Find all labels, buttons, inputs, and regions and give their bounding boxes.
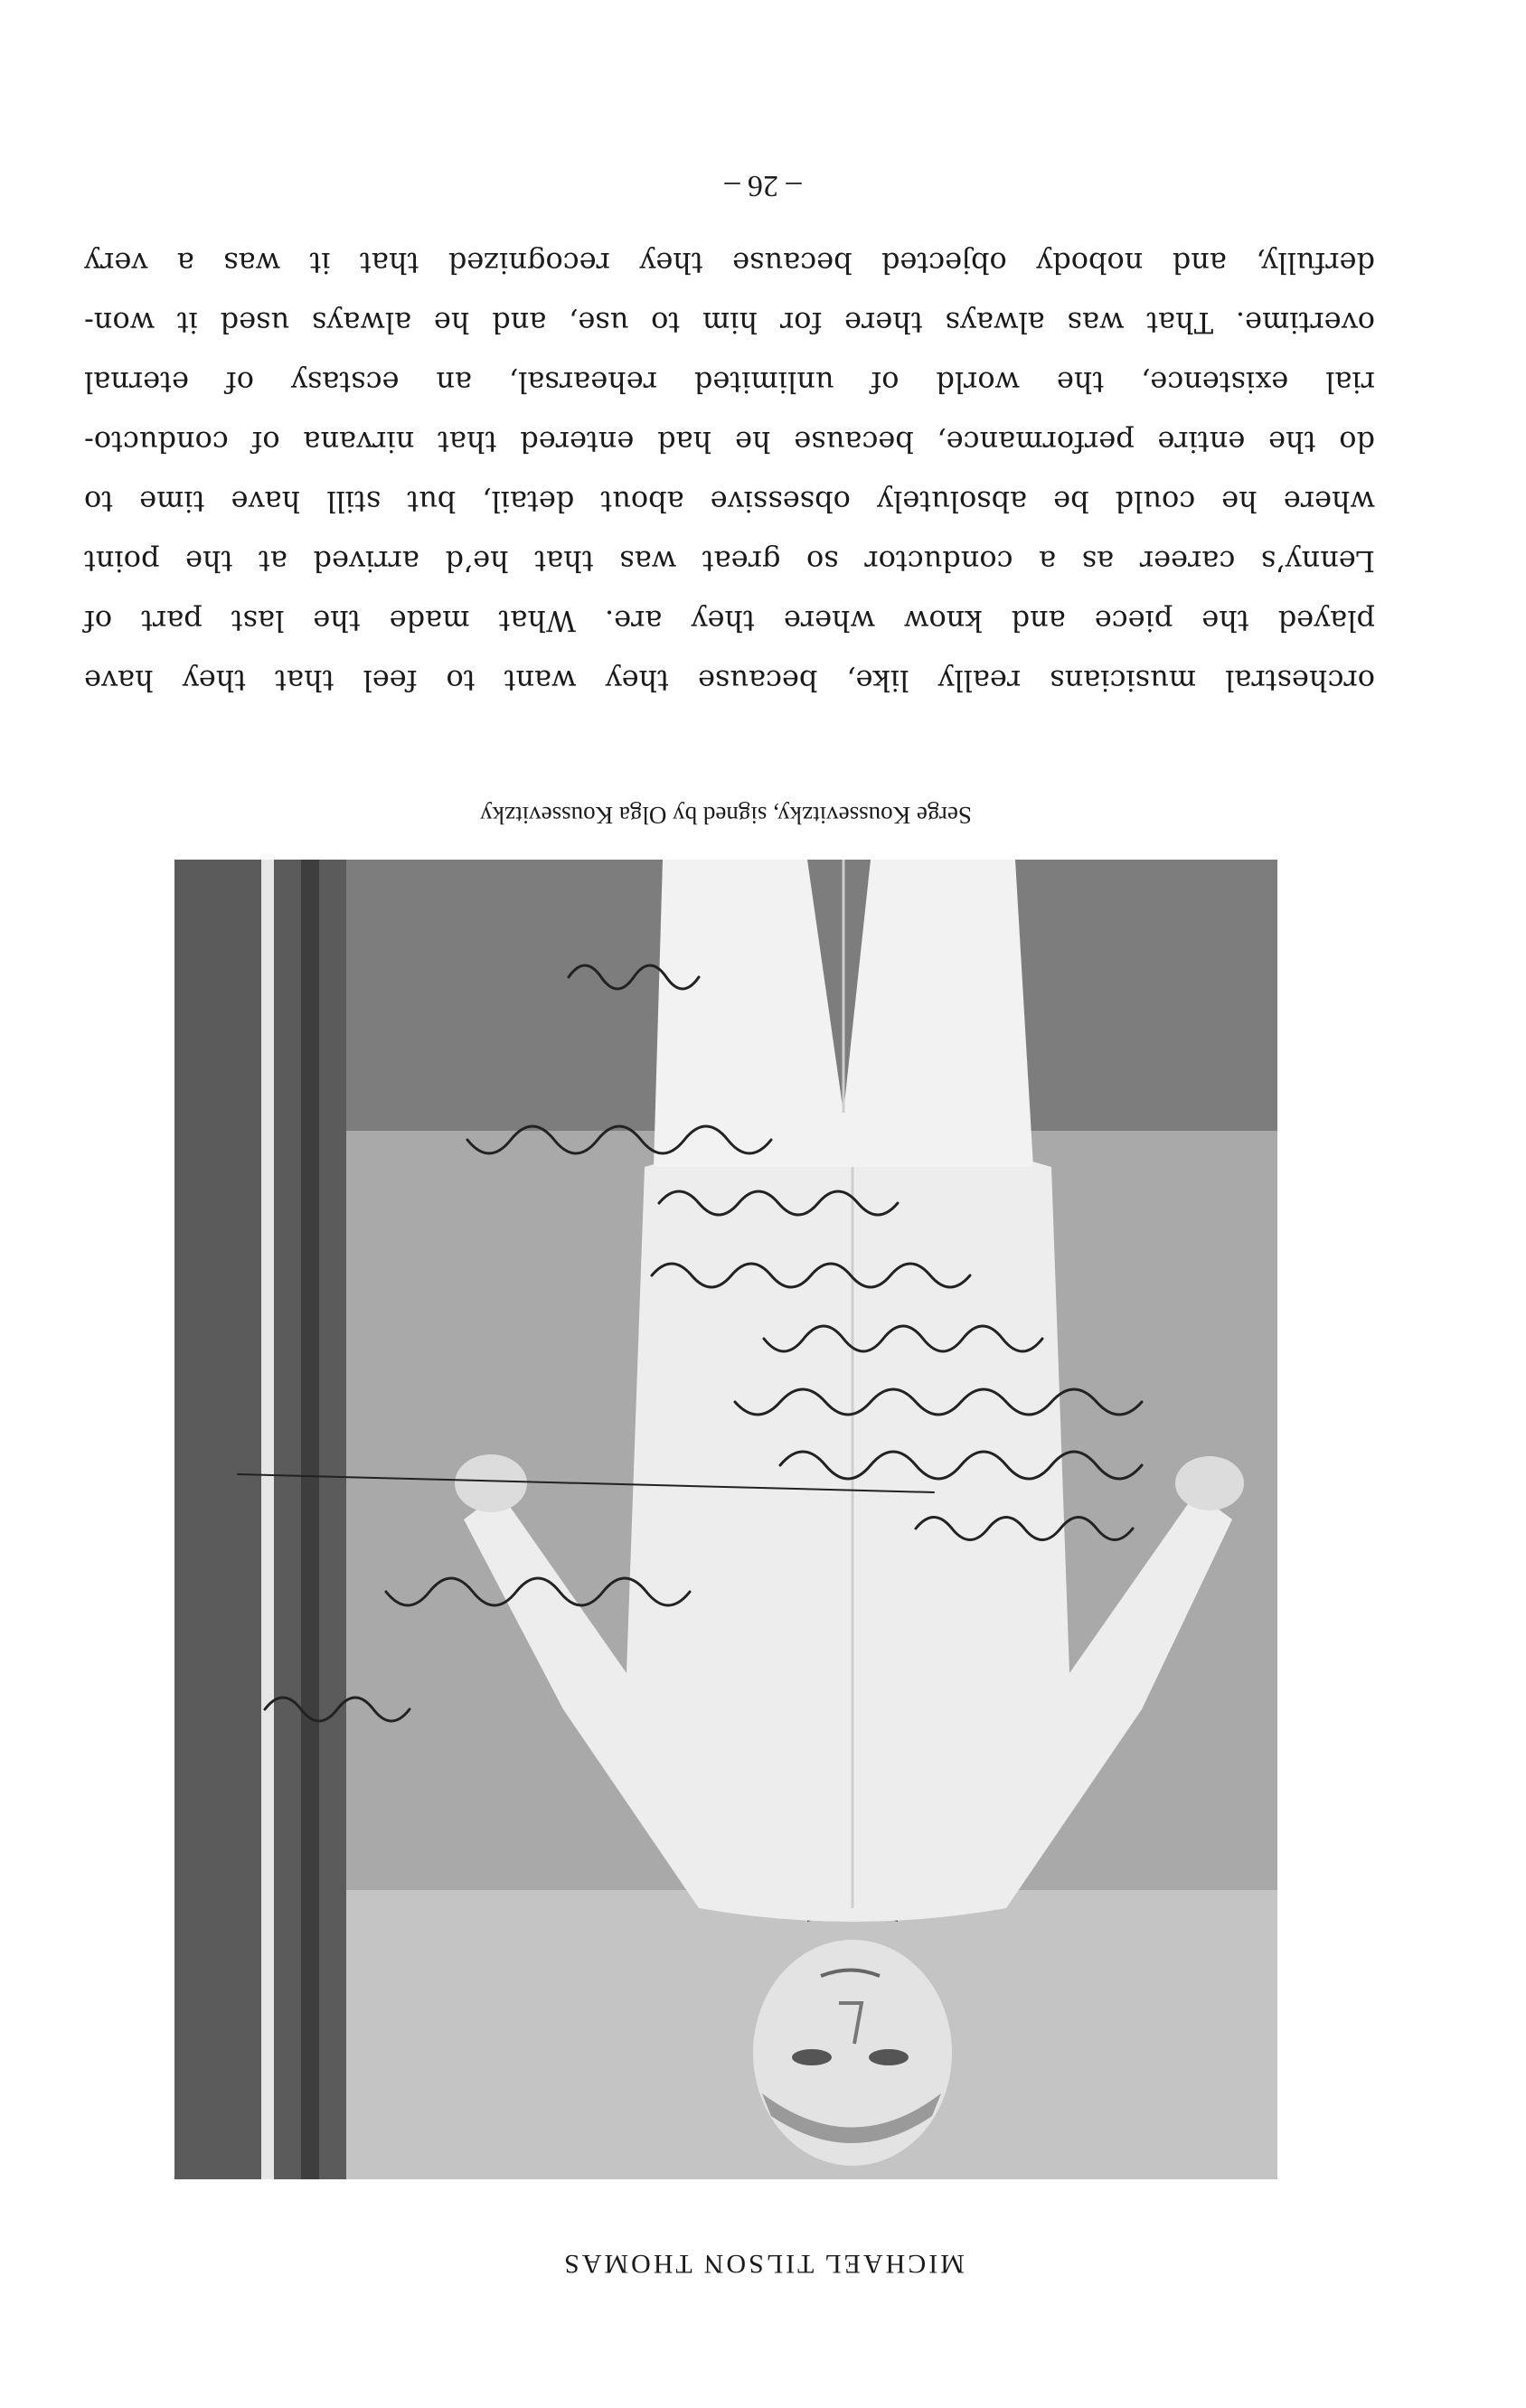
body-line: overtime. That was always there for him to use, and he always used it won- [84, 306, 1375, 340]
body-line: played the piece and know where they are. What made the last part of [84, 604, 1375, 638]
body-line: rial existence, the world of unlimited rehearsal, an ecstasy of eternal [84, 365, 1375, 400]
photo-caption: Serge Koussevitzky, signed by Olga Koussevitzky [480, 802, 972, 829]
photo-illustration [174, 860, 1277, 2179]
body-line: derfully, and nobody objected because they recognized that it was a very [84, 246, 1375, 280]
running-head: MICHAEL TILSON THOMAS [561, 2249, 965, 2279]
body-line: do the entire performance, because he had entered that nirvana of conducto- [84, 425, 1375, 459]
body-line: Lenny’s career as a conductor so great was that he’d arrived at the point [84, 544, 1375, 578]
body-line: where he could be absolutely obsessive about detail, but still have time to [84, 484, 1375, 519]
koussevitzky-photograph [174, 860, 1277, 2179]
page-number: – 26 – [724, 169, 802, 202]
body-paragraph [84, 233, 1375, 710]
body-line: orchestral musicians really like, because they want to feel that they have [84, 663, 1375, 698]
